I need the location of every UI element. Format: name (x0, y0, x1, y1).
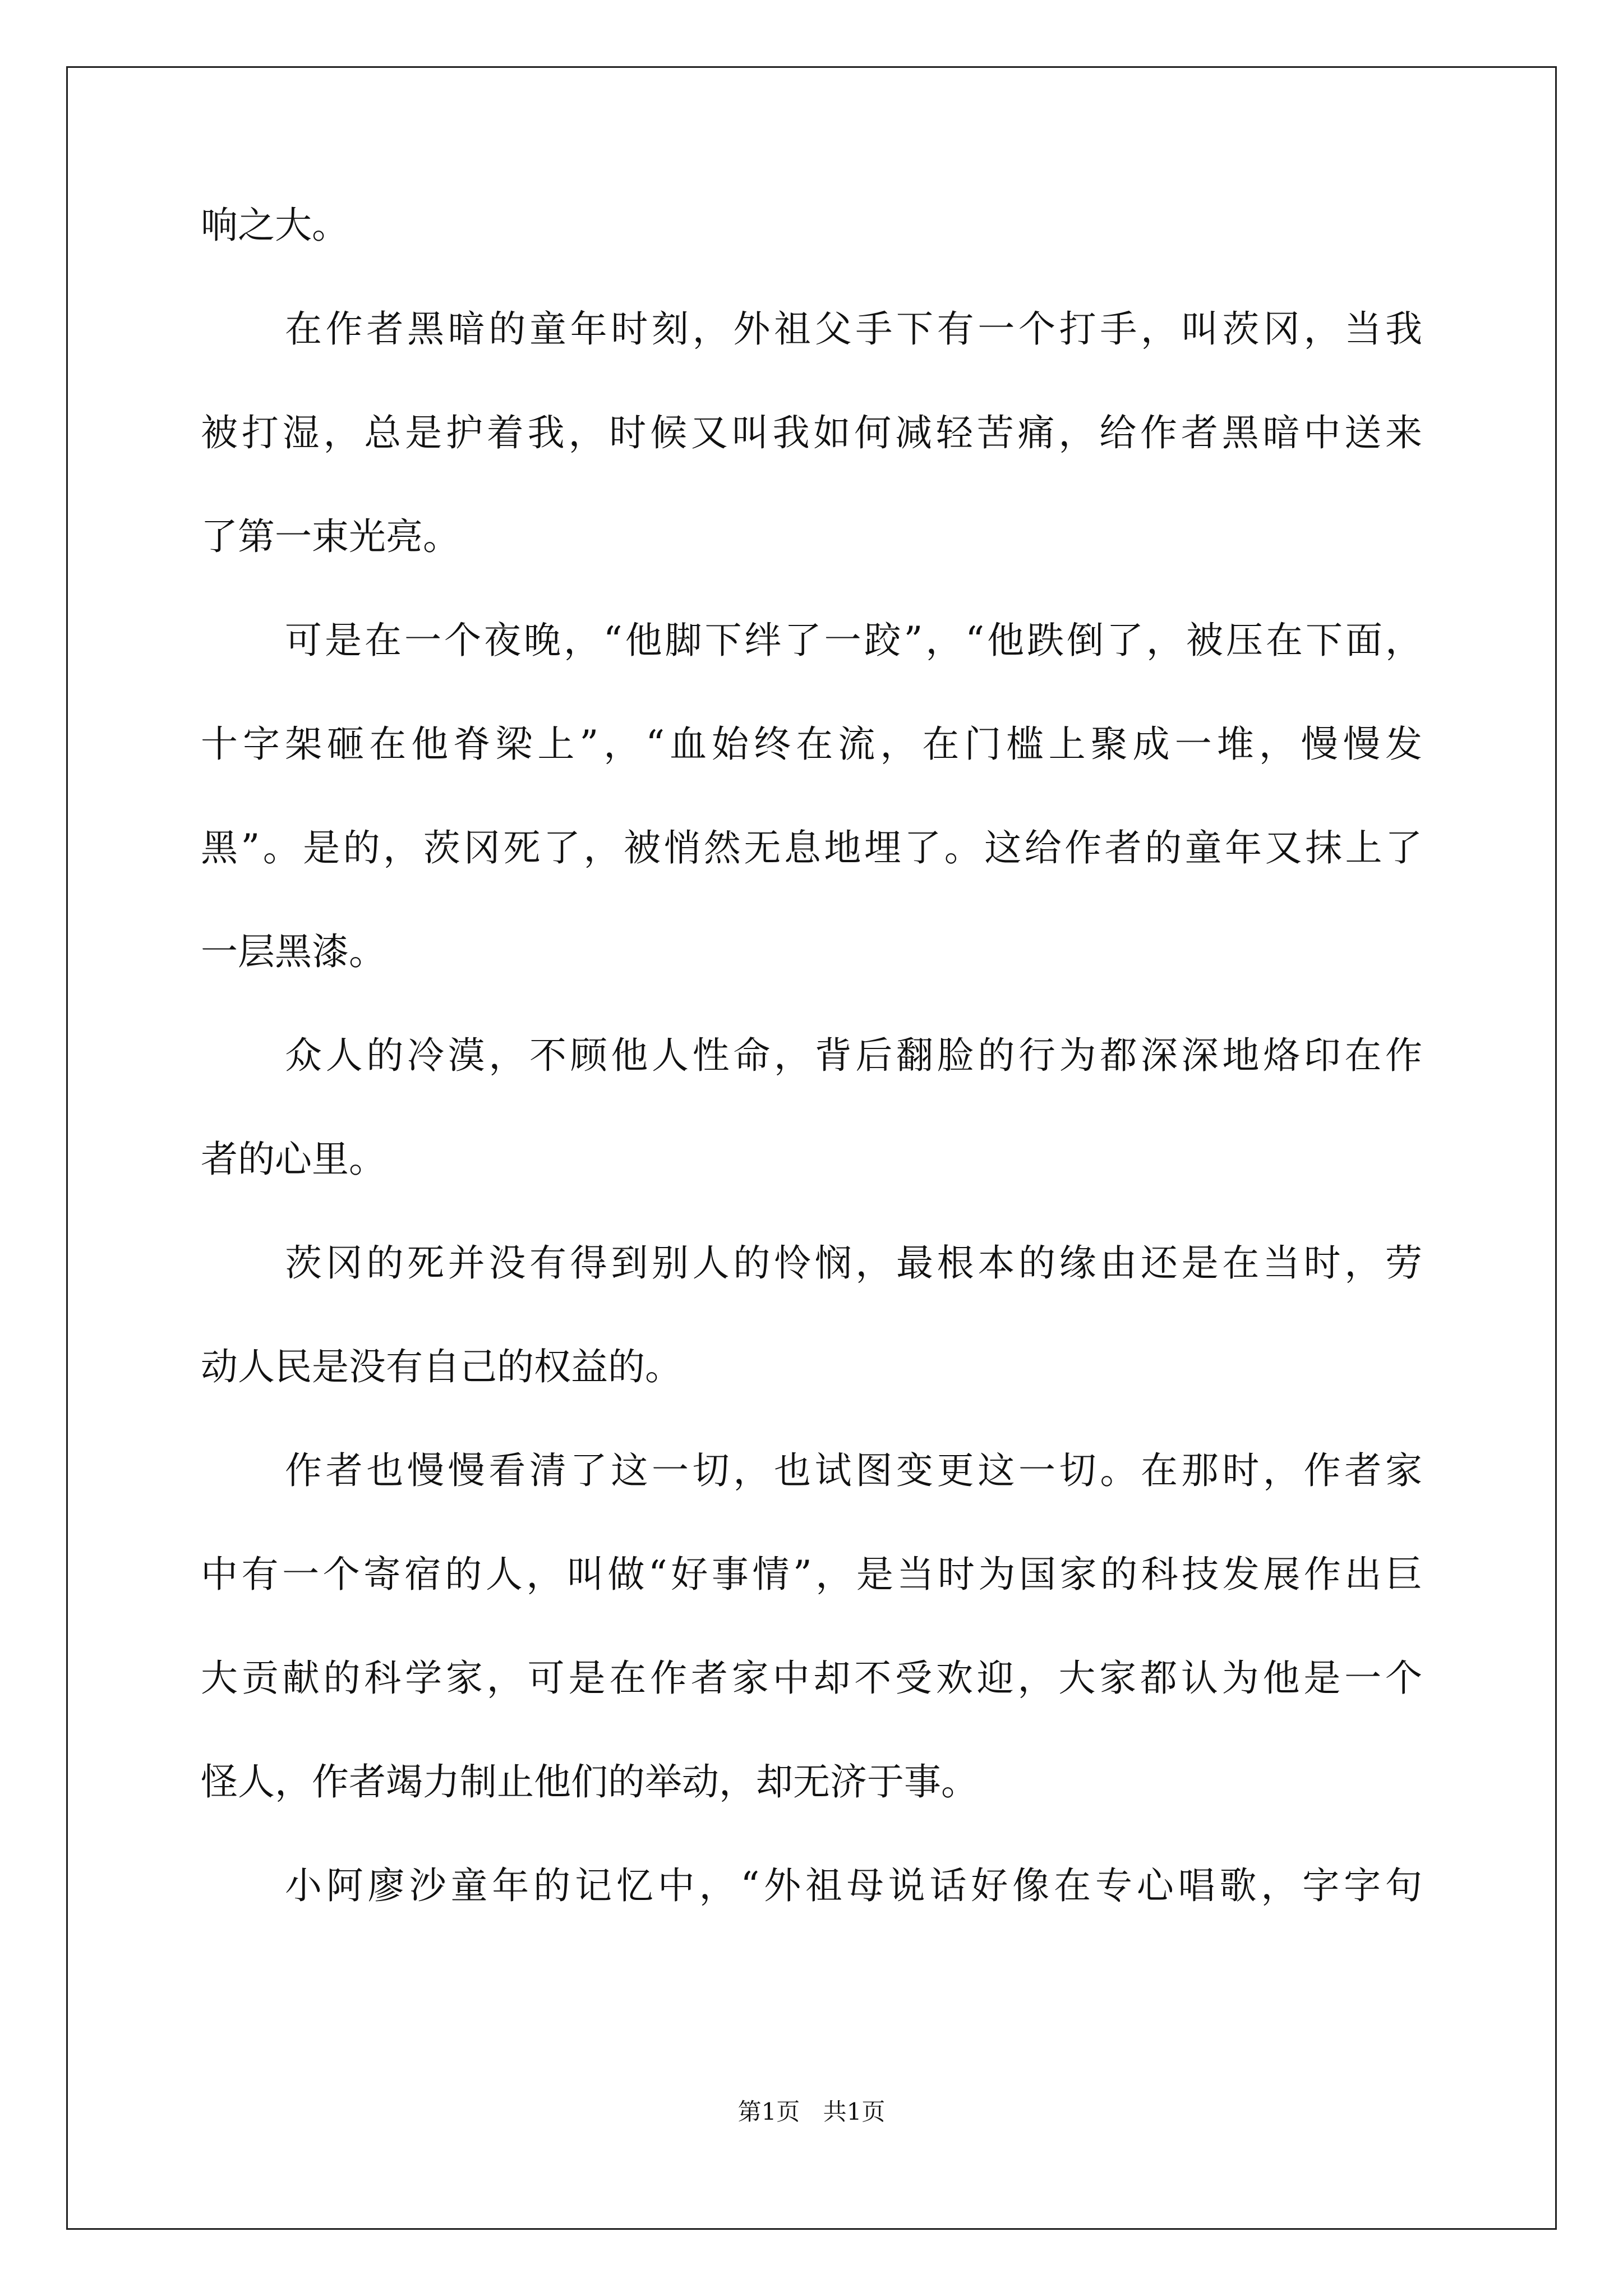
paragraph (201, 1858, 1422, 1914)
text-line: 众人的冷漠，不顾他人性命，背后翻脸的行为都深深地烙印在作 (285, 1034, 1422, 1077)
text-line: 黑”。是的，茨冈死了，被悄然无息地埋了。这给作者的童年又抹上了 (201, 826, 1422, 869)
text-line: 在作者黑暗的童年时刻，外祖父手下有一个打手，叫茨冈，当我 (285, 307, 1422, 351)
text-line: 被打湿，总是护着我，时候又叫我如何减轻苦痛，给作者黑暗中送来 (201, 411, 1422, 454)
text-line: 者的心里。 (201, 1138, 386, 1181)
text-line: 茨冈的死并没有得到别人的怜悯，最根本的缘由还是在当时，劳 (285, 1241, 1422, 1285)
paragraph (201, 1443, 1422, 1810)
text-line: 可是在一个夜晚，“他脚下绊了一跤”，“他跌倒了，被压在下面， (285, 619, 1422, 662)
text-line: 小阿廖沙童年的记忆中，“外祖母说话好像在专心唱歌，字字句 (285, 1864, 1422, 1907)
paragraph (201, 301, 1422, 565)
paragraph (201, 613, 1422, 980)
page-number: 第1页 (737, 2098, 800, 2125)
text-line: 十字架砸在他脊梁上”，“血始终在流，在门槛上聚成一堆，慢慢发 (201, 723, 1422, 766)
text-line: 响之大。 (201, 204, 349, 247)
page-footer (0, 2095, 1623, 2129)
paragraph (201, 197, 1422, 254)
text-line: 怪人，作者竭力制止他们的举动，却无济于事。 (201, 1760, 978, 1803)
text-line: 一层黑漆。 (201, 930, 386, 973)
text-line: 作者也慢慢看清了这一切，也试图变更这一切。在那时，作者家 (285, 1449, 1422, 1492)
document-body (201, 197, 1422, 1914)
paragraph (201, 1235, 1422, 1395)
text-line: 动人民是没有自己的权益的。 (201, 1345, 682, 1388)
page-total: 共1页 (823, 2098, 886, 2125)
text-line: 了第一束光亮。 (201, 515, 460, 558)
text-line: 中有一个寄宿的人，叫做“好事情”，是当时为国家的科技发展作出巨 (201, 1553, 1422, 1596)
paragraph (201, 1028, 1422, 1188)
text-line: 大贡献的科学家，可是在作者家中却不受欢迎，大家都认为他是一个 (201, 1657, 1422, 1700)
